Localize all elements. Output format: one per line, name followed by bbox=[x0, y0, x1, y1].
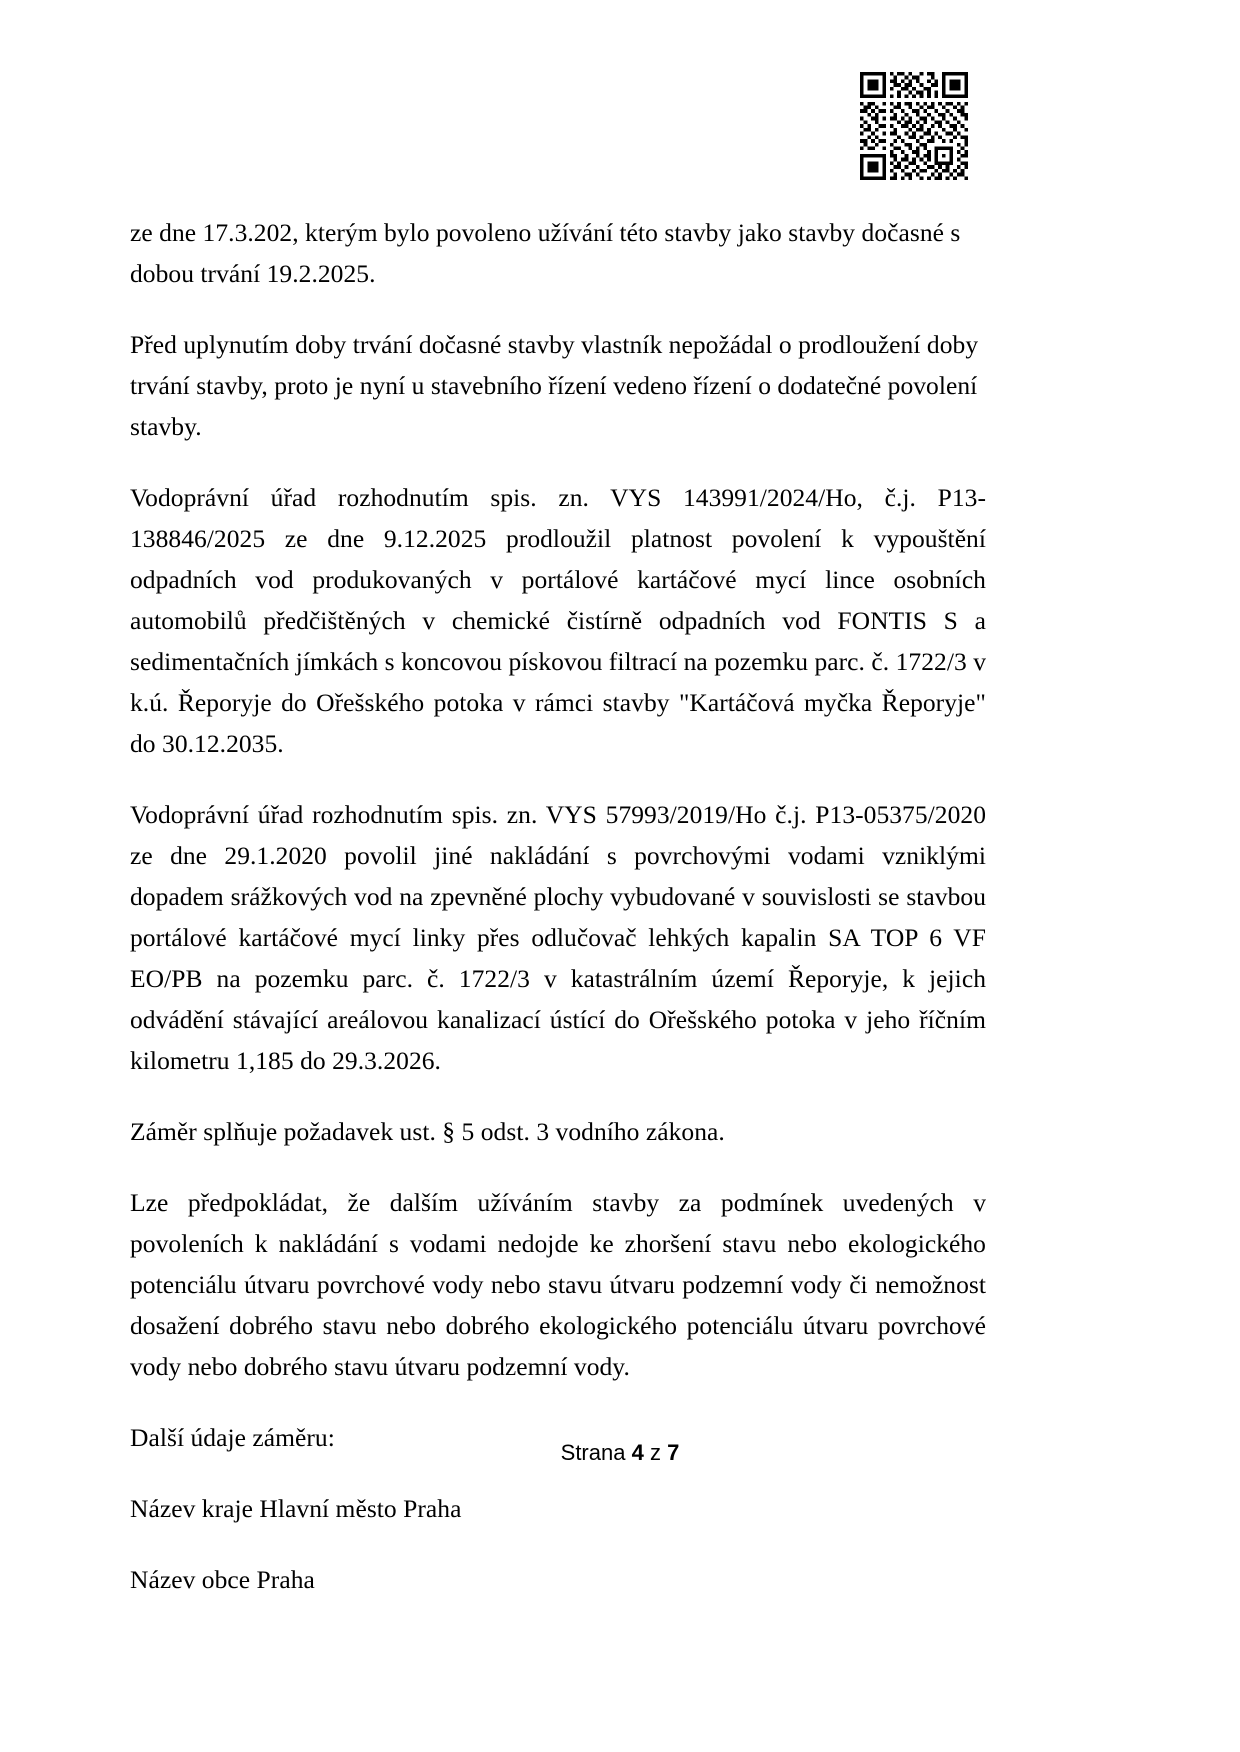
footer-total-pages: 7 bbox=[667, 1440, 680, 1465]
paragraph-water-authority-decision-2019: Vodoprávní úřad rozhodnutím spis. zn. VYS 57993/2019/Ho č.j. P13-05375/2020 ze dne 29.1.2020 povolil jiné nakládání s povrchovými vodami vzniklými dopadem srážkových vod na zpevněné plochy vybudované v souvislosti se stavbou portálové kartáčové mycí linky přes odlučovač lehkých kapalin SA TOP 6 VF EO/PB na pozemku parc. č. 1722/3 v katastrálním území Řeporyje, k jejich odvádění stávající areálovou kanalizací ústící do Ořešského potoka v jeho říčním kilometru 1,185 do 29.3.2026. bbox=[130, 800, 986, 1075]
paragraph-municipality-name: Název obce Praha bbox=[130, 1565, 315, 1594]
footer-prefix: Strana bbox=[560, 1440, 626, 1465]
paragraph-additional-details-heading: Další údaje záměru: bbox=[130, 1423, 335, 1452]
footer-separator: z bbox=[649, 1440, 661, 1465]
paragraph-water-authority-decision-2024: Vodoprávní úřad rozhodnutím spis. zn. VYS 143991/2024/Ho, č.j. P13-138846/2025 ze dne 9.12.2025 prodloužil platnost povolení k vypouštění odpadních vod produkovaných v portálové kartáčové mycí lince osobních automobilů předčištěných v chemické čistírně odpadních vod FONTIS S a sedimentačních jímkách s koncovou pískovou filtrací na pozemku parc. č. 1722/3 v k.ú. Řeporyje do Ořešského potoka v rámci stavby "Kartáčová myčka Řeporyje" do 30.12.2035. bbox=[130, 483, 986, 758]
page-footer bbox=[0, 1440, 1240, 1466]
qr-code bbox=[860, 72, 968, 180]
footer-current-page: 4 bbox=[631, 1440, 644, 1465]
document-body bbox=[130, 212, 986, 1630]
paragraph-temporary-structure-expiry: Před uplynutím doby trvání dočasné stavby vlastník nepožádal o prodloužení doby trvání stavby, proto je nyní u stavebního řízení vedeno řízení o dodatečné povolení stavby. bbox=[130, 330, 979, 441]
paragraph-environmental-assessment: Lze předpokládat, že dalším užíváním stavby za podmínek uvedených v povoleních k nakládání s vodami nedojde ke zhoršení stavu nebo ekologického potenciálu útvaru povrchové vody nebo stavu útvaru podzemní vody či nemožnost dosažení dobrého stavu nebo dobrého ekologického potenciálu útvaru povrchové vody nebo dobrého stavu útvaru podzemní vody. bbox=[130, 1188, 986, 1381]
paragraph-region-name: Název kraje Hlavní město Praha bbox=[130, 1494, 462, 1523]
paragraph-intro-permit-date: ze dne 17.3.202, kterým bylo povoleno užívání této stavby jako stavby dočasné s dobou trvání 19.2.2025. bbox=[130, 218, 961, 288]
paragraph-compliance-statement: Záměr splňuje požadavek ust. § 5 odst. 3 vodního zákona. bbox=[130, 1117, 725, 1146]
